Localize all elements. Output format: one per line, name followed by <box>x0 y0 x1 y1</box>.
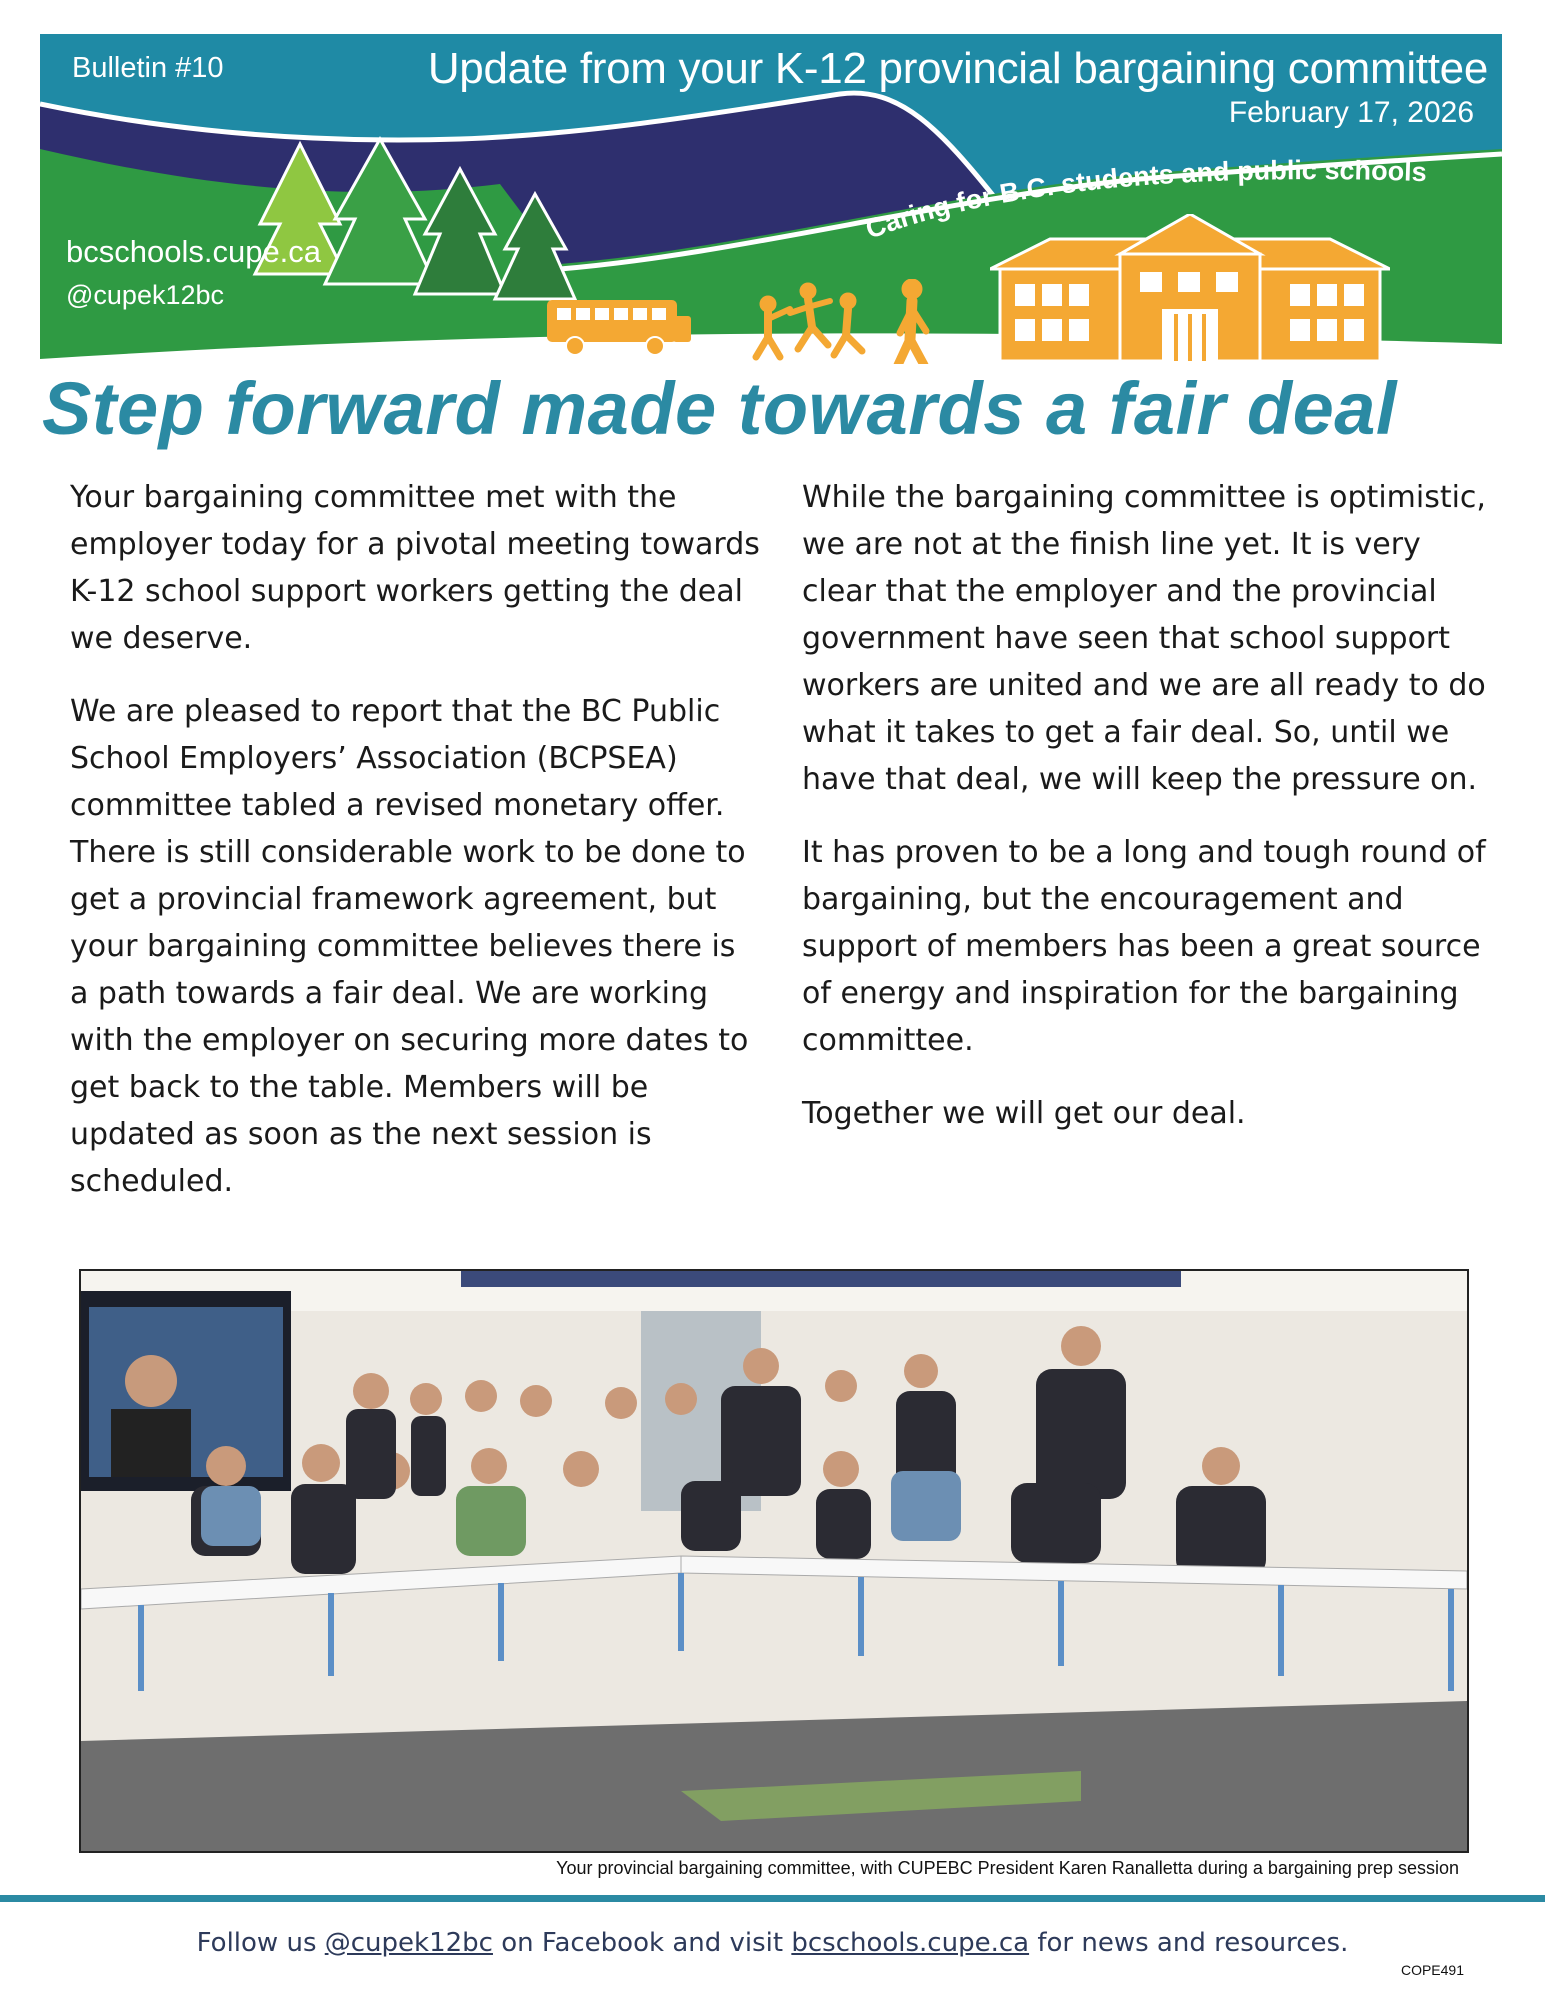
bulletin-date: February 17, 2026 <box>1228 96 1474 129</box>
photo-caption: Your provincial bargaining committee, with CUPEBC President Karen Ranalletta during a bargaining prep session <box>556 1858 1459 1878</box>
paragraph: While the bargaining committee is optimistic, we are not at the finish line yet. It is very clear that the employer and the provincial government have seen that school support workers are united and we are all ready to do what it takes to get a fair deal. So, until we have that deal, we will keep the pressure on. <box>802 480 1486 797</box>
svg-text:Caring for B.C. students and p: Caring for B.C. students and public schools <box>861 155 1428 245</box>
footer-handle-link[interactable]: @cupek12bc <box>324 1928 493 1958</box>
children-icon <box>750 279 960 364</box>
footer-divider <box>0 1895 1545 1902</box>
document-code: COPE491 <box>1400 1962 1464 1978</box>
paragraph: Together we will get our deal. <box>802 1096 1246 1131</box>
footer-middle: on Facebook and visit <box>492 1928 792 1958</box>
footer-suffix: for news and resources. <box>1029 1928 1349 1958</box>
meeting-room-photo <box>81 1271 1467 1851</box>
header-banner <box>40 34 1502 364</box>
paragraph: We are pleased to report that the BC Public School Employers’ Association (BCPSEA) committee tabled a revised monetary offer. There is still considerable work to be done to get a provincial framework agreement, but your bargaining committee believes there is a path towards a fair deal. We are working with the employer on securing more dates to get back to the table. Members will be updated as soon as the next session is scheduled. <box>70 694 749 1199</box>
banner-social-handle[interactable]: @cupek12bc <box>66 280 225 310</box>
paragraph: Your bargaining committee met with the employer today for a pivotal meeting towards K-12 school support workers getting the deal we deserve. <box>70 480 760 656</box>
footer-website-link[interactable]: bcschools.cupe.ca <box>791 1928 1030 1958</box>
school-bus-icon <box>545 296 695 358</box>
pine-trees-icon <box>250 134 590 304</box>
banner-website-link[interactable]: bcschools.cupe.ca <box>66 234 322 269</box>
left-column <box>70 474 760 1231</box>
right-column <box>802 474 1502 1163</box>
footer-prefix: Follow us <box>196 1928 325 1958</box>
paragraph: It has proven to be a long and tough round of bargaining, but the encouragement and support of members has been a great source of energy and inspiration for the bargaining committee. <box>802 835 1486 1058</box>
page-headline: Step forward made towards a fair deal <box>42 367 1397 450</box>
footer-text <box>0 1928 1545 1958</box>
school-building-icon <box>990 214 1390 364</box>
update-title: Update from your K-12 provincial bargaining committee <box>427 44 1488 93</box>
group-photo <box>79 1269 1469 1853</box>
bulletin-number: Bulletin #10 <box>72 52 224 84</box>
